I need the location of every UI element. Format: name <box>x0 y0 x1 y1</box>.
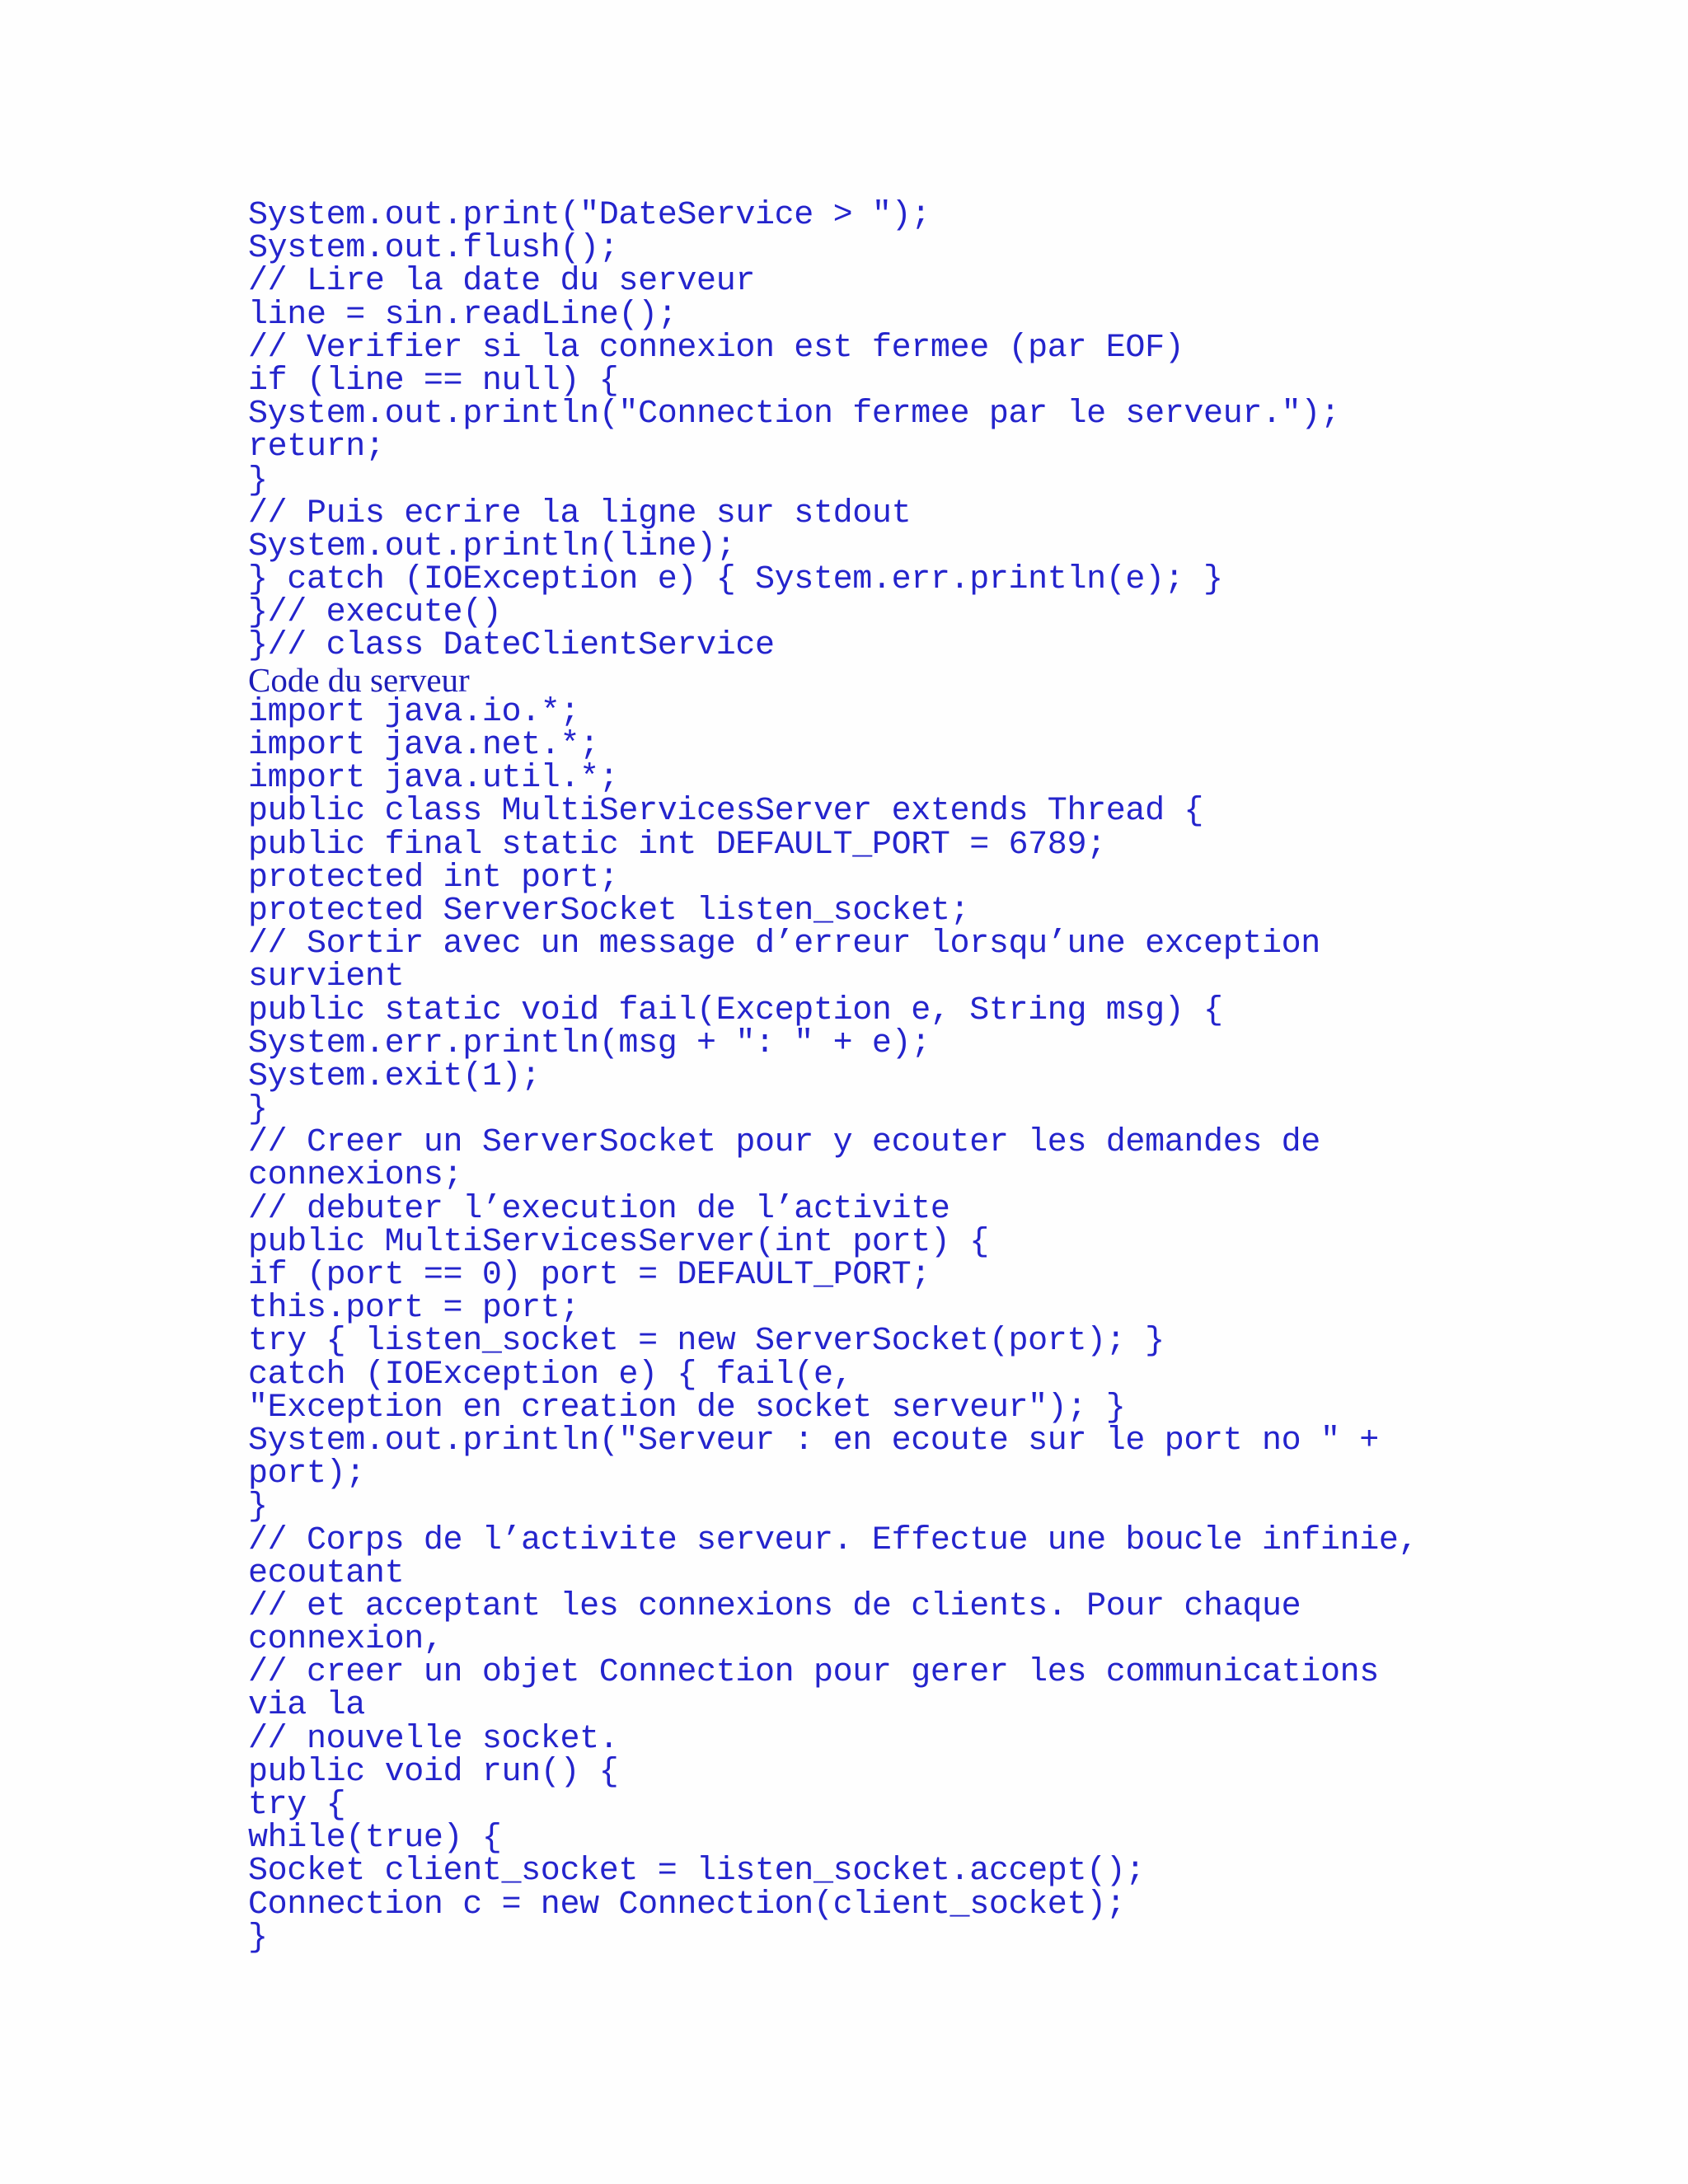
code-line: Connection c = new Connection(client_socket); <box>248 1886 1126 1924</box>
code-line: // et acceptant les connexions de clients. Pour chaque <box>248 1587 1301 1625</box>
code-line: } <box>248 462 268 499</box>
code-line: } catch (IOException e) { System.err.println(e); } <box>248 561 1223 599</box>
code-line: System.out.println("Connection fermee par le serveur."); <box>248 396 1340 434</box>
code-line: // nouvelle socket. <box>248 1720 619 1758</box>
code-line: public class MultiServicesServer extends Thread { <box>248 793 1204 831</box>
code-line: System.out.flush(); <box>248 230 619 268</box>
code-line: Socket client_socket = listen_socket.accept(); <box>248 1853 1146 1891</box>
code-line: port); <box>248 1455 365 1493</box>
code-line: // Verifier si la connexion est fermee (par EOF) <box>248 329 1184 367</box>
code-line: import java.net.*; <box>248 727 599 764</box>
code-line: // Corps de l’activite serveur. Effectue une boucle infinie, <box>248 1521 1418 1559</box>
code-line: // debuter l’execution de l’activite <box>248 1190 950 1228</box>
code-line: catch (IOException e) { fail(e, <box>248 1356 853 1394</box>
code-line: public MultiServicesServer(int port) { <box>248 1223 989 1261</box>
code-line: import java.util.*; <box>248 760 619 798</box>
code-line: connexions; <box>248 1157 463 1195</box>
code-line: line = sin.readLine(); <box>248 296 678 334</box>
code-line: protected int port; <box>248 859 619 897</box>
code-line: try { <box>248 1787 346 1824</box>
code-line: } <box>248 1488 268 1526</box>
code-line: protected ServerSocket listen_socket; <box>248 892 970 930</box>
code-listing <box>248 199 1666 1955</box>
code-line: public final static int DEFAULT_PORT = 6789; <box>248 826 1106 864</box>
code-line: }// execute() <box>248 594 502 632</box>
code-line: ecoutant <box>248 1554 405 1592</box>
code-line: System.exit(1); <box>248 1057 541 1095</box>
code-line: System.out.println("Serveur : en ecoute sur le port no " + <box>248 1422 1379 1460</box>
code-line: "Exception en creation de socket serveur"); } <box>248 1389 1126 1427</box>
code-line: System.err.println(msg + ": " + e); <box>248 1024 931 1062</box>
code-line: connexion, <box>248 1621 443 1659</box>
code-line: if (port == 0) port = DEFAULT_PORT; <box>248 1257 931 1294</box>
code-line: try { listen_socket = new ServerSocket(port); } <box>248 1323 1165 1361</box>
code-line: public static void fail(Exception e, String msg) { <box>248 991 1223 1029</box>
code-line: return; <box>248 429 385 466</box>
code-line: System.out.print("DateService > "); <box>248 197 931 234</box>
code-line: } <box>248 1091 268 1129</box>
code-line: public void run() { <box>248 1753 619 1791</box>
code-line: import java.io.*; <box>248 693 580 731</box>
code-line: while(true) { <box>248 1820 502 1858</box>
code-line: }// class DateClientService <box>248 627 775 665</box>
section-heading: Code du serveur <box>248 660 470 699</box>
code-line: this.port = port; <box>248 1290 580 1328</box>
code-line: // Creer un ServerSocket pour y ecouter les demandes de <box>248 1124 1320 1162</box>
code-line: } <box>248 1919 268 1957</box>
code-line: // Lire la date du serveur <box>248 263 756 301</box>
code-line: via la <box>248 1687 365 1725</box>
code-line: // creer un objet Connection pour gerer les communications <box>248 1654 1379 1692</box>
code-line: // Sortir avec un message d’erreur lorsqu’une exception <box>248 926 1320 963</box>
code-line: // Puis ecrire la ligne sur stdout <box>248 494 912 532</box>
code-line: System.out.println(line); <box>248 527 736 565</box>
code-line: if (line == null) { <box>248 362 619 400</box>
code-line: survient <box>248 958 405 996</box>
